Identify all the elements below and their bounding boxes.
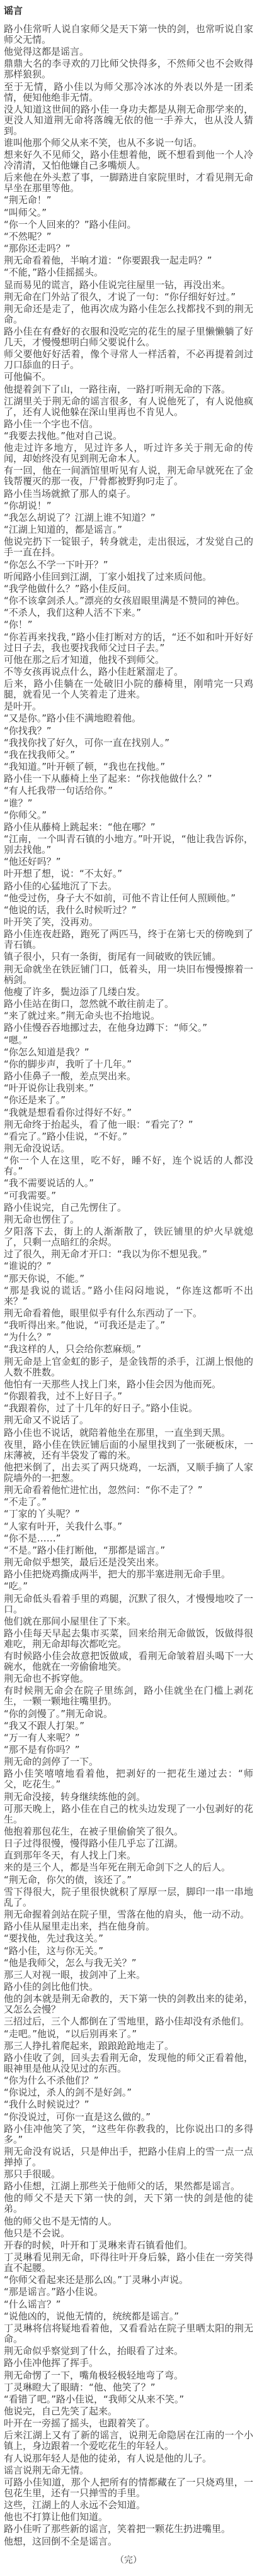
- paragraph: “丁家的丫头呢？”: [4, 1508, 80, 1520]
- paragraph: 荆无命握着剑站在院子里，雪落在他的肩头，他一动不动。: [4, 1909, 250, 1920]
- paragraph: “要找他，先过我这关。”: [4, 1933, 104, 1945]
- paragraph: 谁叫他那个师父从来不笑，也从不多说一句话。: [4, 136, 203, 148]
- paragraph: “你的脚步声，我听了十几年。”: [4, 1058, 132, 1070]
- paragraph: 他觉得这都是谣言。: [4, 46, 89, 58]
- paragraph: “你的剑慢了。”荆无命说。: [4, 1707, 113, 1719]
- paragraph: “我学他做什么？”路小佳反问。: [4, 582, 137, 594]
- paragraph: 荆无命又不说话了。: [4, 1414, 89, 1426]
- paragraph: 后来，路小佳躺在一处破旧小院的藤椅里，刚啃完一只鸡腿，就看见一个人笑着走了进来。: [4, 678, 253, 701]
- paragraph: 他的剑本就是荆无命教的，天下第一快的剑教出来的徒弟，又怎么会慢？: [4, 1993, 253, 2016]
- paragraph: 荆无命的剑停了一下。: [4, 1756, 99, 1768]
- paragraph: 路小佳冲他笑了笑，“这些年你教我的，比你说出口的多得多。”: [4, 2123, 253, 2145]
- paragraph: 路小佳说完，自己先愣住了。: [4, 1201, 127, 1213]
- paragraph: 荆无命看着他，半晌才道：“你要跟我一起走吗？”: [4, 255, 212, 267]
- paragraph: 可路小佳知道，那个人把所有的情都藏在了一只烧鸡里，一包花生里，还有一只掸雪的手里。: [4, 2476, 253, 2499]
- paragraph: “走吧。”他说，“以后别再来了。”: [4, 2028, 137, 2040]
- paragraph: 他说完扔下一锭银子，转身就走，走出很远，才发觉自己的手一直在抖。: [4, 536, 253, 558]
- paragraph: 直到那年冬天，有人找上门来。: [4, 1850, 137, 1862]
- paragraph: “你一个人回来的？”路小佳问。: [4, 218, 137, 230]
- paragraph: 来的是三个人，都是当年死在荆无命剑下之人的后人。: [4, 1862, 231, 1874]
- paragraph: “那是我说的谎话。”路小佳闷闷地说，“你连这都听不出来？”: [4, 1284, 253, 1307]
- paragraph: 可那天晚上，路小佳在自己的枕头边发现了一小包剥好的花生。: [4, 1802, 253, 1825]
- paragraph: 是叶开。: [4, 701, 42, 713]
- paragraph: 他瘦了许多，鬓边添了几缕白发。: [4, 985, 146, 997]
- paragraph: 没人知道这世间的路小佳一身功夫都是从荆无命那学来的，更没人知道荆无命将落魄无依的他一手养大，也从没人猜到。: [4, 103, 253, 136]
- paragraph: 路小佳把烧鸡撕成两半，把大的那半塞进荆无命手里。: [4, 1568, 231, 1580]
- paragraph: “什么谣言？”: [4, 2298, 61, 2310]
- paragraph: “有人托我带一句话给你。”: [4, 785, 113, 797]
- paragraph: 那三人挣扎着爬起来，踉踉跄跄地走了。: [4, 2040, 174, 2051]
- paragraph: “他是我师父，怎么与我无关？”: [4, 1957, 137, 1968]
- paragraph: “你没说过，可你一直是这么做的。”: [4, 2111, 151, 2123]
- paragraph: 路小佳站在街口，忽然就不敢往前走了。: [4, 998, 174, 1009]
- paragraph: 路小佳每天早起去集市买菜，回来给荆无命做饭，饭做得很难吃，荆无命却每次都吃完。: [4, 1627, 253, 1650]
- paragraph: “我跟着你，过了十几年的好日子。”路小佳说。: [4, 1402, 198, 1414]
- paragraph: “我就是想看看你过得好不好。”: [4, 1106, 132, 1118]
- paragraph: “那你还走吗？”: [4, 243, 71, 255]
- paragraph: 路小佳的心猛地沉了下去。: [4, 880, 118, 892]
- paragraph: “我知道。”叶开顿了顿，“我也在找他。”: [4, 761, 166, 773]
- paragraph: 他的师父也不是无情的人。: [4, 2215, 118, 2227]
- paragraph: 显而易见的谎言，路小佳说完往屋里一钻，再没出来。: [4, 279, 231, 291]
- paragraph: 他们就在那间小屋里住了下来。: [4, 1615, 137, 1627]
- paragraph: “你找我？”: [4, 724, 52, 736]
- paragraph: 日子过得很慢，慢得路小佳几乎忘了江湖。: [4, 1838, 184, 1850]
- paragraph: 夜里，路小佳在铁匠铺后面的小屋里找到了一张硬板床，一床薄被，还有半袋发了霉的米。: [4, 1438, 253, 1461]
- paragraph: 可他在那之后才知道，他找不到师父。: [4, 653, 165, 665]
- paragraph: “江南，一个叫青石镇的小地方。”叶开说，“他让我告诉你，别去找他。”: [4, 833, 253, 856]
- paragraph: 雪下得很大，院子里很快就积了厚厚一层，脚印一串一串地乱了。: [4, 1885, 253, 1908]
- paragraph: “那是谣言。”路小佳说。: [4, 2286, 104, 2298]
- paragraph: “看完了。”路小佳说，“不好。”: [4, 1130, 128, 1142]
- paragraph: 江湖里关于荆无命的谣言很多，有人说他死了，有人说他疯了，还有人说他躲在深山里再也不肯见人。: [4, 395, 253, 418]
- paragraph: “又是你。”路小佳不满地瞪着他。: [4, 713, 142, 724]
- paragraph: 有一回，他在一间酒馆里听见有人说，荆无命早就死在了金钱帮覆灭的那一夜，尸骨都被野狗叼走了。: [4, 465, 253, 487]
- paragraph: 叶开在一旁摇了摇头，也跟着笑了。: [4, 2418, 156, 2429]
- paragraph: “不然呢？”: [4, 230, 52, 242]
- paragraph: 这些，江湖上的人永远不会知道。: [4, 2499, 146, 2511]
- paragraph: 他只是不会说。: [4, 2227, 71, 2239]
- paragraph: “嗯。”: [4, 1034, 28, 1046]
- paragraph: “我找你找了好久，可你一直在找别人。”: [4, 736, 170, 748]
- paragraph: 镇子很小，只有一条街，街尾有一间破败的铁匠铺。: [4, 951, 222, 963]
- paragraph: “你若再来找我，”路小佳打断对方的话，“还不如和叶开好好过日子去，我也要找我师父过日子去。”: [4, 631, 253, 653]
- paragraph: 后来他在外头惹了事，一脚踏进自家院里时，才看见荆无命早坐在那里等他。: [4, 172, 253, 194]
- paragraph: 荆无命终于抬起头，看了他一眼：“看完了？”: [4, 1118, 193, 1130]
- paragraph: “看错了吧。”路小佳说，“我师父从来不笑。”: [4, 2393, 185, 2405]
- paragraph: 他的师父不是天下第一快的剑，天下第一快的剑是他的徒弟。: [4, 2192, 253, 2215]
- paragraph: 他把米倒了，出去买了两只烧鸡，一坛酒，又顺手摘了人家院墙外的一把葱。: [4, 1461, 253, 1484]
- paragraph: 可他偏不。: [4, 371, 52, 383]
- paragraph: “不能，”路小佳摇摇头。: [4, 267, 104, 279]
- paragraph: “来了就过来。”荆无命头也不抬地说。: [4, 1010, 161, 1022]
- paragraph: “你师父看起来还是那么凶。”丁灵琳小声说。: [4, 2274, 189, 2286]
- paragraph: 他也不打算让他们知道。: [4, 2511, 108, 2523]
- page-title: 谣言: [4, 5, 23, 16]
- paragraph: “你胡说！”: [4, 499, 52, 511]
- paragraph: 有人说那年轻人是他的徒弟，有人说是他的儿子。: [4, 2452, 212, 2464]
- paragraph: 过了很久，荆无命才开口：“我以为你不想见我。”: [4, 1248, 208, 1260]
- paragraph: “吃。”: [4, 1580, 28, 1592]
- paragraph: “江湖上知道的，都是谣言。”: [4, 524, 123, 536]
- paragraph: 师父要他好好活着，像个寻常人一样活着，不必再提着剑过刀口舔血的日子。: [4, 348, 253, 371]
- paragraph: “我什么时候说过？”: [4, 2099, 89, 2111]
- paragraph: “那不是有你吗？”: [4, 1744, 80, 1756]
- paragraph: 后来江湖上又有了新的谣言，说荆无命隐居在江南的一个小镇上，身边跟着一个爱吃花生的年轻人。: [4, 2429, 253, 2452]
- paragraph: 荆无命就坐在铁匠铺门口，低着头，用一块旧布慢慢擦着一柄剑。: [4, 963, 253, 985]
- paragraph: 他抱着那包花生，在被子里偷偷笑了很久。: [4, 1825, 184, 1837]
- paragraph: “我在找我师父。”: [4, 748, 76, 760]
- paragraph: 路小佳当场就掀了那人的桌子。: [4, 487, 137, 499]
- paragraph: “不杀人，我们这种人活不下来。”: [4, 607, 142, 619]
- paragraph: “他还好吗？”: [4, 856, 61, 868]
- paragraph: 那三人对视一眼，拔剑冲了上来。: [4, 1968, 146, 1980]
- paragraph: “你一个人在这里，吃不好，睡不好，连个说话的人都没有。”: [4, 1155, 253, 1177]
- paragraph: “你不该拿剑杀人。”漂亮的女孩眉眼里满是不赞同的神色。: [4, 595, 246, 607]
- paragraph: “叫师父。”: [4, 206, 47, 218]
- paragraph: “万一有人来呢？”: [4, 1731, 80, 1743]
- paragraph: 路小佳收了剑，回头去看荆无命，发现他的师父正看着他，眼神里是他从没见过的东西。: [4, 2051, 253, 2074]
- paragraph: 丁灵琳看见荆无命，吓得往叶开身后躲，路小佳在一旁笑得直不起腰。: [4, 2251, 253, 2274]
- paragraph: “你说过，杀人的剑不是好剑。”: [4, 2087, 132, 2099]
- paragraph: “人家有叶开，关我什么事。”: [4, 1520, 123, 1532]
- paragraph: 荆无命是上官金虹的影子，是金钱帮的杀手，江湖上恨他的人数不胜数。: [4, 1355, 253, 1378]
- paragraph: 荆无命似乎想笑，最后还是没笑出来。: [4, 1557, 165, 1568]
- paragraph: “你怎么知道是我？”: [4, 1046, 89, 1058]
- paragraph: 荆无命也不拆穿他。: [4, 1673, 89, 1685]
- paragraph: “他受过伤，身子大不如前，可他不肯让任何人照顾他。”: [4, 892, 236, 904]
- paragraph: 荆无命低头看着手里的鸡腿，沉默了很久，才慢慢地咬了一口。: [4, 1592, 253, 1615]
- paragraph: 叶开笑了笑，没再劝。: [4, 916, 99, 928]
- paragraph: 开春的时候，叶开和丁灵琳来青石镇看他们。: [4, 2239, 193, 2251]
- paragraph: “说他凶的，说他无情的，统统都是谣言。”: [4, 2310, 180, 2322]
- paragraph: “你还是来了。”: [4, 1094, 66, 1106]
- paragraph: 路小佳从屋里走出来，挡在他身前。: [4, 1921, 156, 1933]
- paragraph: 荆无命没有说话，只是伸出手，把路小佳肩上的雪一点一点掸掉了。: [4, 2145, 253, 2168]
- paragraph: “你！”: [4, 619, 33, 631]
- paragraph: “荆无命！”: [4, 194, 52, 206]
- paragraph: 荆无命没说话。: [4, 1143, 71, 1155]
- paragraph: 路小佳想，江湖上那些关于他师父的话，果然都是谣言。: [4, 2180, 241, 2192]
- paragraph: 他提着剑下了山，一路往南，一路打听荆无命的下落。: [4, 383, 231, 395]
- paragraph: 路小佳的剑比他们快。: [4, 1981, 99, 1993]
- article-body: [4, 24, 253, 2548]
- paragraph: “我不需要说话的人。”: [4, 1177, 94, 1189]
- paragraph: 路小佳一个字也不信。: [4, 418, 99, 430]
- paragraph: “你不是……”: [4, 1532, 61, 1544]
- paragraph: “你怎么不学一下叶开？”: [4, 558, 108, 570]
- paragraph: 路小佳也不说话，就陪着他坐在那里，一直坐到天黑。: [4, 1426, 231, 1438]
- paragraph: “谁？”: [4, 797, 33, 809]
- paragraph: 他怕有一天那些人找上门来，路小佳会因为他而死。: [4, 1378, 222, 1390]
- paragraph: 夕阳落下去，街上的人渐渐散了，铁匠铺里的炉火早就熄了，只剩一点暗红的余烬。: [4, 1226, 253, 1248]
- paragraph: “我要去找他。”他对自己说。: [4, 430, 123, 442]
- paragraph: “我这样的人，只会给你惹麻烦。”: [4, 1343, 142, 1355]
- paragraph: 荆无命愣了一下，嘴角极轻极轻地弯了弯。: [4, 2369, 184, 2381]
- paragraph: 谣言说荆无命无情。: [4, 2464, 89, 2476]
- paragraph: “我听得出来。”他说，“可我还是走了。”: [4, 1319, 166, 1331]
- paragraph: 荆无命似乎察觉到了什么，抬眼看了过来。: [4, 2345, 184, 2357]
- paragraph: 路小佳常听人说自家师父是天下第一快的剑，也常听说自家师父无情。: [4, 24, 253, 45]
- paragraph: 路小佳连夜赶路，跑死了两匹马，终于在第七天的傍晚到了青石镇。: [4, 928, 253, 951]
- paragraph: 路小佳听了那些新的谣言，笑着把一颗花生扔进嘴里。: [4, 2523, 231, 2535]
- paragraph: 三招过后，三个人都倒在了雪地里，路小佳却没有杀他们。: [4, 2016, 250, 2028]
- paragraph: 不等女孩再说点什么，路小佳赶紧溜走了。: [4, 665, 184, 677]
- paragraph: “谁说的？”: [4, 1260, 52, 1272]
- paragraph: “为什么？”: [4, 1331, 52, 1343]
- paragraph: 叶开想了想，说：“不太好。”: [4, 868, 123, 880]
- paragraph: 荆无命看着他忙进忙出，忽然问：“你不走了？”: [4, 1484, 203, 1496]
- paragraph: “不是。”路小佳打断他，“那都是谣言。”: [4, 1544, 166, 1556]
- paragraph: 想来好久不见师父，路小佳想着他，既不想看到他一个人冷冷清清，又怕他嫌自己多嘴烦人。: [4, 149, 253, 172]
- paragraph: 路小佳慢吞吞地挪过去，在他身边蹲下：“师父。”: [4, 1022, 208, 1034]
- paragraph: 荆无命看着他，眼里似乎有什么东西动了一下。: [4, 1307, 203, 1319]
- paragraph: “不走了。”: [4, 1496, 47, 1508]
- paragraph: 他走过许多地方，见过许多人，听过许多关于荆无命的传闻，却始终没有见到荆无命本人。: [4, 442, 253, 465]
- paragraph: 路小佳鼻子一酸，差点哭出来。: [4, 1070, 137, 1082]
- paragraph: 有时候荆无命会在院子里练剑，路小佳就坐在门槛上剥花生，一颗一颗地往嘴里扔。: [4, 1685, 253, 1707]
- paragraph: “你师父。”: [4, 809, 47, 821]
- paragraph: 荆无命没接，转身继续练他的剑。: [4, 1790, 146, 1802]
- paragraph: 路小佳一下从藤椅上坐了起来：“你找他做什么？”: [4, 773, 212, 785]
- paragraph: “可我需要。”: [4, 1189, 57, 1201]
- paragraph: 他想，这回倒不全是谣言。: [4, 2535, 118, 2547]
- paragraph: “叶开说你让我别来。”: [4, 1082, 94, 1094]
- paragraph: “路小佳，这与你无关。”: [4, 1945, 104, 1957]
- paragraph: “你为什么不杀他们？”: [4, 2075, 99, 2087]
- paragraph: 他说完，自己先笑了起来。: [4, 2406, 118, 2418]
- paragraph: “我怎么胡说了？江湖上谁不知道？”: [4, 511, 156, 523]
- paragraph: 丁灵琳将信将疑地看着他，又看看站在院子里晒太阳的荆无命。: [4, 2322, 253, 2345]
- paragraph: 路小佳冲他挥了挥手。: [4, 2357, 99, 2369]
- paragraph: 路小佳笑嘻嘻地看着他，把剥好的一把花生递过去：“师父，吃花生。”: [4, 1768, 253, 1790]
- paragraph: 至于无情，路小佳以为师父那冷冰冰的外表以外是一团柔情，便知他绝非无情。: [4, 80, 253, 103]
- paragraph: 路小佳在有叠好的衣服和没吃完的花生的屋子里懒懒躺了好几天，才慢慢想明白师父要说什么。: [4, 326, 253, 348]
- paragraph: 有时候路小佳会故意把饭做咸，看荆无命皱着眉头喝下一大碗水，他就在一旁偷偷地笑。: [4, 1650, 253, 1673]
- paragraph: “那天你说，不能。”: [4, 1272, 85, 1284]
- paragraph: 听闻路小佳回到江湖，丁家小姐找了过来质问他。: [4, 570, 212, 582]
- paragraph: “你跟着我，过不上好日子。”: [4, 1390, 123, 1402]
- paragraph: “他说的话，我什么时候听过？”: [4, 904, 137, 916]
- paragraph: 荆无命也愣住了。: [4, 1213, 80, 1225]
- paragraph: 荆无命在门外站了很久，才说了一句：“你仔细好好过。”: [4, 291, 236, 303]
- paragraph: 鼎鼎大名的李寻欢的刀比师父快得多，不然师父也不会败得那样狼狈。: [4, 58, 253, 80]
- paragraph: “荆无命，你欠的债，该还了。”: [4, 1874, 132, 1885]
- paragraph: 那只手很暖。: [4, 2168, 61, 2180]
- end-mark: （完）: [115, 2555, 142, 2565]
- paragraph: “我又不跟人打架。”: [4, 1719, 85, 1731]
- paragraph: 路小佳从藤椅上跳起来：“他在哪？”: [4, 821, 156, 833]
- paragraph: 丁灵琳瞪大了眼睛：“他、他笑了？”: [4, 2381, 156, 2393]
- paragraph: 荆无命还是走了，他再次成为路小佳怎么找都找不到的荆无命。: [4, 303, 253, 325]
